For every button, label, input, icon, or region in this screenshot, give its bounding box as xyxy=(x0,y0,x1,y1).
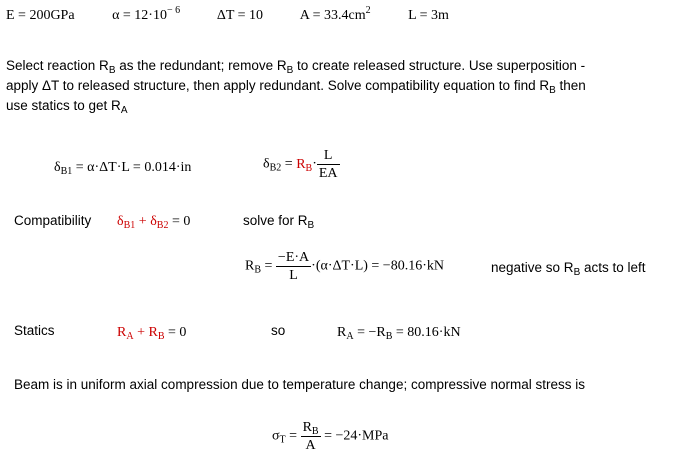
intro-line-2: apply ΔT to released structure, then apply redundant. Solve compatibility equation to find $R_B$ then xyxy=(6,78,586,96)
redundant-rb: $R_B$ xyxy=(296,156,313,174)
fraction-L-over-EA: $\frac{L}{EA}$ xyxy=(318,148,338,181)
given-values-row xyxy=(6,5,449,24)
compatibility-equation: $\delta_{B1} + \delta_{B2} = 0$ xyxy=(117,214,191,231)
statics-equation: $R_A + R_B = 0$ xyxy=(117,325,187,342)
solve-for-rb: solve for $R_B$ xyxy=(243,213,315,231)
given-L: L = 3m xyxy=(408,8,449,23)
intro-line-3: use statics to get $R_A$ xyxy=(6,98,128,116)
intro-paragraph xyxy=(6,56,678,116)
given-alpha: $\alpha = 12\cdot 10^{- 6}$ xyxy=(112,5,181,23)
given-A: $A = 33.4cm^2$ xyxy=(299,5,371,23)
fraction-EA-over-L: $\frac{-E\cdot A}{L}$ xyxy=(277,250,310,283)
compatibility-label: Compatibility xyxy=(14,213,92,228)
ra-result: $R_A = -R_B = 80.16\cdot kN$ xyxy=(337,325,461,342)
fraction-RB-over-A: $\frac{R_B}{A}$ xyxy=(302,420,319,453)
rb-equation: $R_B$ = $\frac{-E\cdot A}{L}$ ·(α·ΔT·L) = −80.16·kN xyxy=(245,250,444,283)
sigma-equation: $\sigma_T$ = $\frac{R_B}{A}$ = −24·MPa xyxy=(272,420,389,453)
intro-line-1: Select reaction $R_B$ as the redundant; remove $R_B$ to create released structure. Use superposition - xyxy=(6,58,586,76)
delta-b1-equation: $\delta_{B1} = \alpha\cdot\Delta T\cdot L = 0.014\cdot in$ xyxy=(54,160,192,177)
given-E: E = 200GPa xyxy=(6,8,75,23)
given-delta-T: ΔT = 10 xyxy=(216,8,264,23)
delta-b2-equation: $\delta_{B2} = R_B\cdot$ $\frac{L}{EA}$ xyxy=(263,148,338,181)
statics-label: Statics xyxy=(14,323,55,338)
statics-so: so xyxy=(271,323,286,338)
stress-description: Beam is in uniform axial compression due to temperature change; compressive normal stress is xyxy=(14,377,585,392)
rb-direction-note: negative so $R_B$ acts to left xyxy=(491,260,646,278)
